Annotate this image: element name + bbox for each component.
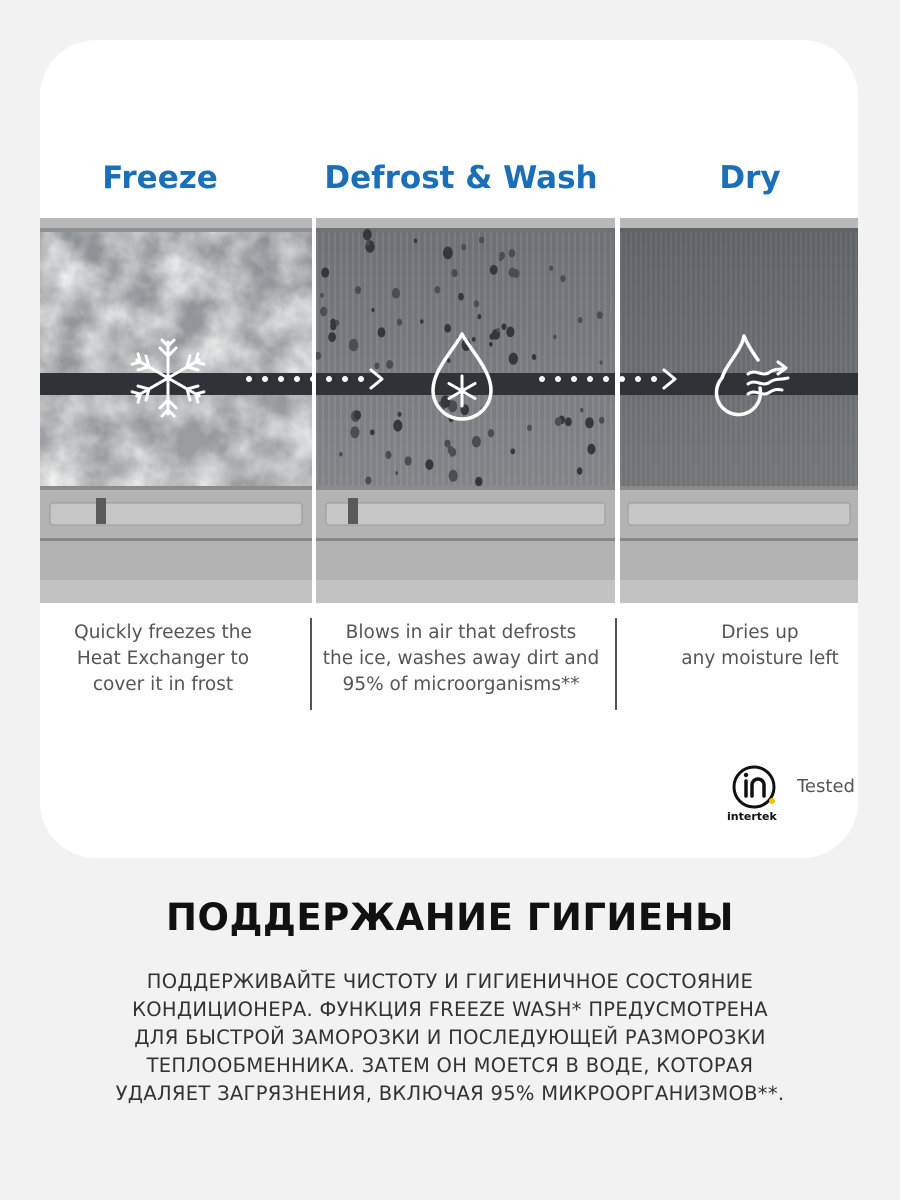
arrow-right-icon xyxy=(245,368,387,390)
water-droplet xyxy=(461,244,466,250)
drying-wind-icon xyxy=(712,332,794,422)
water-droplet xyxy=(328,332,336,342)
droplet-snowflake-icon xyxy=(425,330,499,426)
water-droplet xyxy=(448,446,454,454)
photo-separator xyxy=(312,218,316,603)
water-droplet xyxy=(560,275,565,282)
water-droplet xyxy=(499,257,503,262)
water-droplet xyxy=(451,269,457,277)
water-droplet xyxy=(425,459,433,470)
tested-label: Tested xyxy=(797,776,855,797)
water-droplet xyxy=(475,477,482,487)
water-droplet xyxy=(366,241,370,246)
water-droplet xyxy=(365,476,371,484)
water-droplet xyxy=(549,266,553,271)
arrow-right-icon xyxy=(538,368,680,390)
water-droplet xyxy=(578,317,583,323)
step-title-defrost-wash: Defrost & Wash xyxy=(324,160,598,196)
water-droplet xyxy=(597,311,603,319)
water-droplet xyxy=(600,361,603,365)
step-description-freeze: Quickly freezes the Heat Exchanger to cover it in frost xyxy=(74,622,252,695)
intertek-wordmark: intertek xyxy=(727,810,777,823)
headline: ПОДДЕРЖАНИЕ ГИГИЕНЫ xyxy=(166,896,734,939)
photo-separator xyxy=(615,218,620,603)
water-droplet xyxy=(435,286,441,293)
water-droplet xyxy=(393,420,402,432)
process-card xyxy=(40,40,858,858)
divider xyxy=(615,618,617,710)
water-droplet xyxy=(565,417,572,426)
water-droplet xyxy=(511,448,516,454)
water-droplet xyxy=(363,229,372,241)
water-droplet xyxy=(577,467,583,474)
water-droplet xyxy=(509,353,518,365)
water-droplet xyxy=(553,335,557,340)
step-title-freeze: Freeze xyxy=(102,160,218,196)
water-droplet xyxy=(509,268,517,278)
step-title-dry: Dry xyxy=(719,160,781,196)
water-droplet xyxy=(395,471,398,475)
water-droplet xyxy=(479,237,484,244)
water-droplet xyxy=(405,456,412,465)
step-description-defrost-wash: Blows in air that defrosts the ice, washes away dirt and 95% of microorganisms** xyxy=(322,622,600,695)
water-droplet xyxy=(585,417,594,428)
water-droplet xyxy=(472,436,481,448)
water-droplet xyxy=(474,300,479,307)
water-droplet xyxy=(555,417,562,426)
water-droplet xyxy=(420,319,424,324)
snowflake-icon xyxy=(128,338,208,418)
water-droplet xyxy=(385,451,391,459)
water-droplet xyxy=(350,426,359,438)
water-droplet xyxy=(370,429,375,435)
water-droplet xyxy=(320,293,324,298)
water-droplet xyxy=(477,314,481,319)
water-droplet xyxy=(587,444,595,455)
water-droplet xyxy=(320,307,327,317)
water-droplet xyxy=(321,267,329,277)
water-droplet xyxy=(414,239,417,243)
water-droplet xyxy=(506,327,514,338)
water-droplet xyxy=(339,452,343,457)
water-droplet xyxy=(397,319,402,326)
water-droplet xyxy=(527,425,532,431)
water-droplet xyxy=(349,339,359,352)
water-droplet xyxy=(354,410,361,419)
water-droplet xyxy=(378,327,386,337)
water-droplet xyxy=(502,323,507,330)
water-droplet xyxy=(509,249,515,257)
water-droplet xyxy=(330,319,335,326)
water-droplet xyxy=(449,470,458,482)
water-droplet xyxy=(599,417,604,424)
divider xyxy=(310,618,312,710)
water-droplet xyxy=(580,408,584,413)
water-droplet xyxy=(490,265,498,275)
water-droplet xyxy=(398,412,402,417)
water-droplet xyxy=(488,429,494,437)
water-droplet xyxy=(458,293,464,301)
description-paragraph: ПОДДЕРЖИВАЙТЕ ЧИСТОТУ И ГИГИЕНИЧНОЕ СОСТОЯНИЕ КОНДИЦИОНЕРА. ФУНКЦИЯ FREEZE WASH* ПРЕДУСМОТРЕНА ДЛЯ БЫСТРОЙ ЗАМОРОЗКИ И ПОСЛЕДУЮЩЕЙ РАЗМОРОЗКИ ТЕПЛООБМЕННИКА. ЗАТЕМ ОН МОЕТСЯ В ВОДЕ, КОТОРАЯ УДАЛЯЕТ ЗАГРЯЗНЕНИЯ, ВКЛЮЧАЯ 95% МИКРООРГАНИЗМОВ**. xyxy=(115,970,785,1105)
water-droplet xyxy=(392,288,400,299)
water-droplet xyxy=(371,308,374,312)
intertek-logo xyxy=(730,763,780,813)
water-droplet xyxy=(443,247,453,260)
water-droplet xyxy=(532,354,537,360)
step-description-dry: Dries up any moisture left xyxy=(681,622,839,669)
water-droplet xyxy=(355,286,361,294)
water-droplet xyxy=(386,360,393,369)
